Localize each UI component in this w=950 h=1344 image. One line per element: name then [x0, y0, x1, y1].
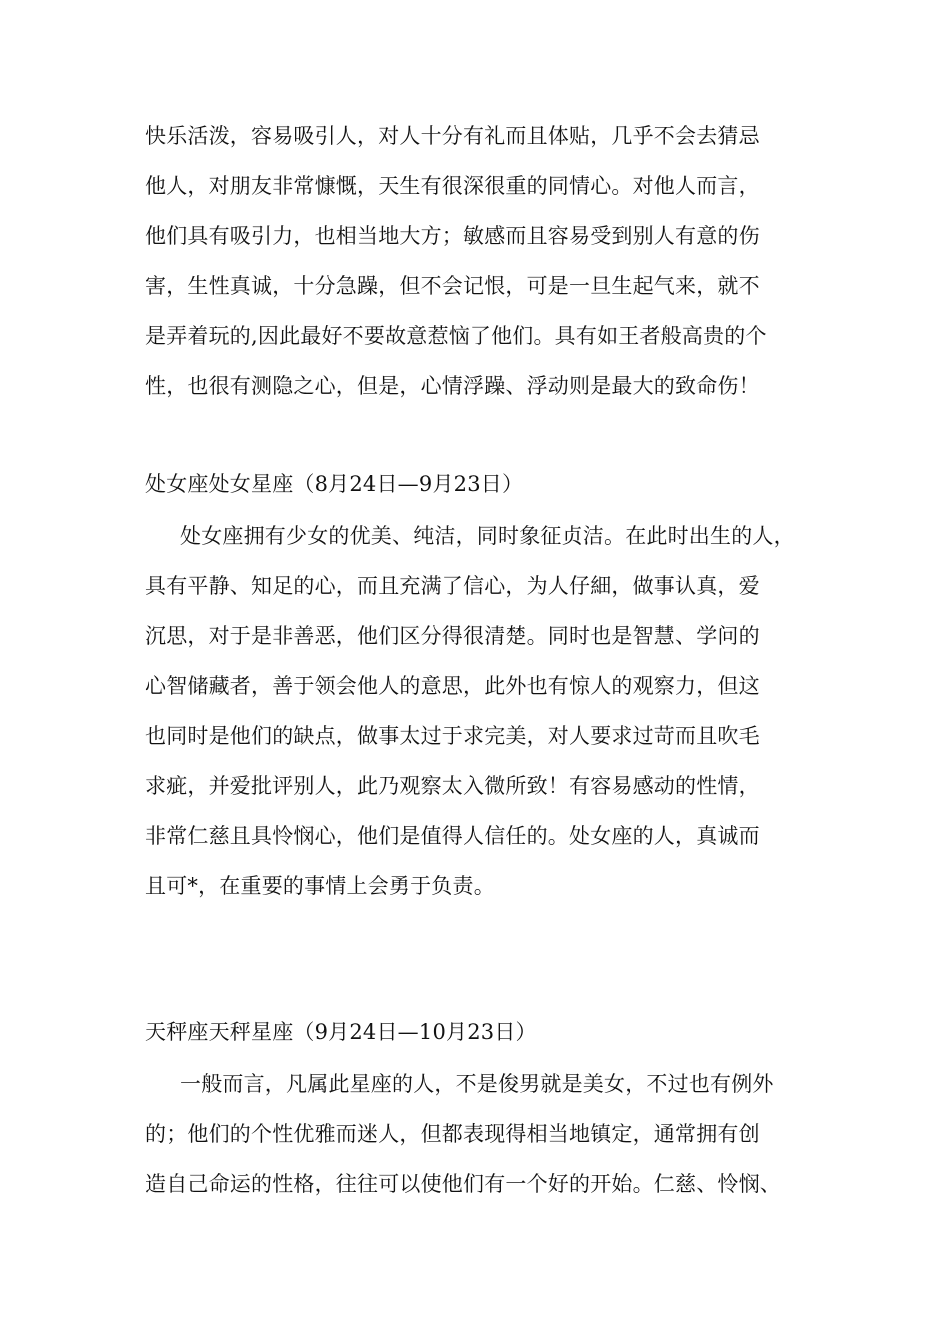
paragraph-line: 快乐活泼，容易吸引人，对人十分有礼而且体贴，几乎不会去猜忌 [145, 124, 760, 148]
paragraph-line: 他们具有吸引力，也相当地大方；敏感而且容易受到别人有意的伤 [145, 224, 760, 248]
section-heading-virgo: 处女座处女星座（8月24日—9月23日） [145, 472, 524, 496]
paragraph-line: 是弄着玩的,因此最好不要故意惹恼了他们。具有如王者般高贵的个 [145, 324, 767, 348]
paragraph-line: 沉思，对于是非善恶，他们区分得很清楚。同时也是智慧、学问的 [145, 624, 760, 648]
section-heading-libra: 天秤座天秤星座（9月24日—10月23日） [145, 1020, 537, 1044]
paragraph-line: 的；他们的个性优雅而迷人，但都表现得相当地镇定，通常拥有创 [145, 1122, 760, 1146]
paragraph-line: 害，生性真诚，十分急躁，但不会记恨，可是一旦生起气来，就不 [145, 274, 760, 298]
paragraph-line: 且可*，在重要的事情上会勇于负责。 [145, 874, 495, 898]
paragraph-line: 求疵，并爱批评别人，此乃观察太入微所致！有容易感动的性情， [145, 774, 760, 798]
paragraph-line: 性，也很有测隐之心，但是，心情浮躁、浮动则是最大的致命伤！ [145, 374, 760, 398]
paragraph-line: 一般而言，凡属此星座的人，不是俊男就是美女，不过也有例外 [180, 1072, 774, 1096]
paragraph-line: 造自己命运的性格，往往可以使他们有一个好的开始。仁慈、怜悯、 [145, 1172, 781, 1196]
paragraph-line: 他人，对朋友非常慷慨，天生有很深很重的同情心。对他人而言， [145, 174, 760, 198]
paragraph-line: 非常仁慈且具怜悯心，他们是值得人信任的。处女座的人，真诚而 [145, 824, 760, 848]
paragraph-line: 也同时是他们的缺点，做事太过于求完美，对人要求过苛而且吹毛 [145, 724, 760, 748]
paragraph-line: 心智储藏者，善于领会他人的意思，此外也有惊人的观察力，但这 [145, 674, 760, 698]
paragraph-line: 处女座拥有少女的优美、纯洁，同时象征贞洁。在此时出生的人， [180, 524, 795, 548]
paragraph-line: 具有平静、知足的心，而且充满了信心，为人仔細，做事认真，爱 [145, 574, 760, 598]
